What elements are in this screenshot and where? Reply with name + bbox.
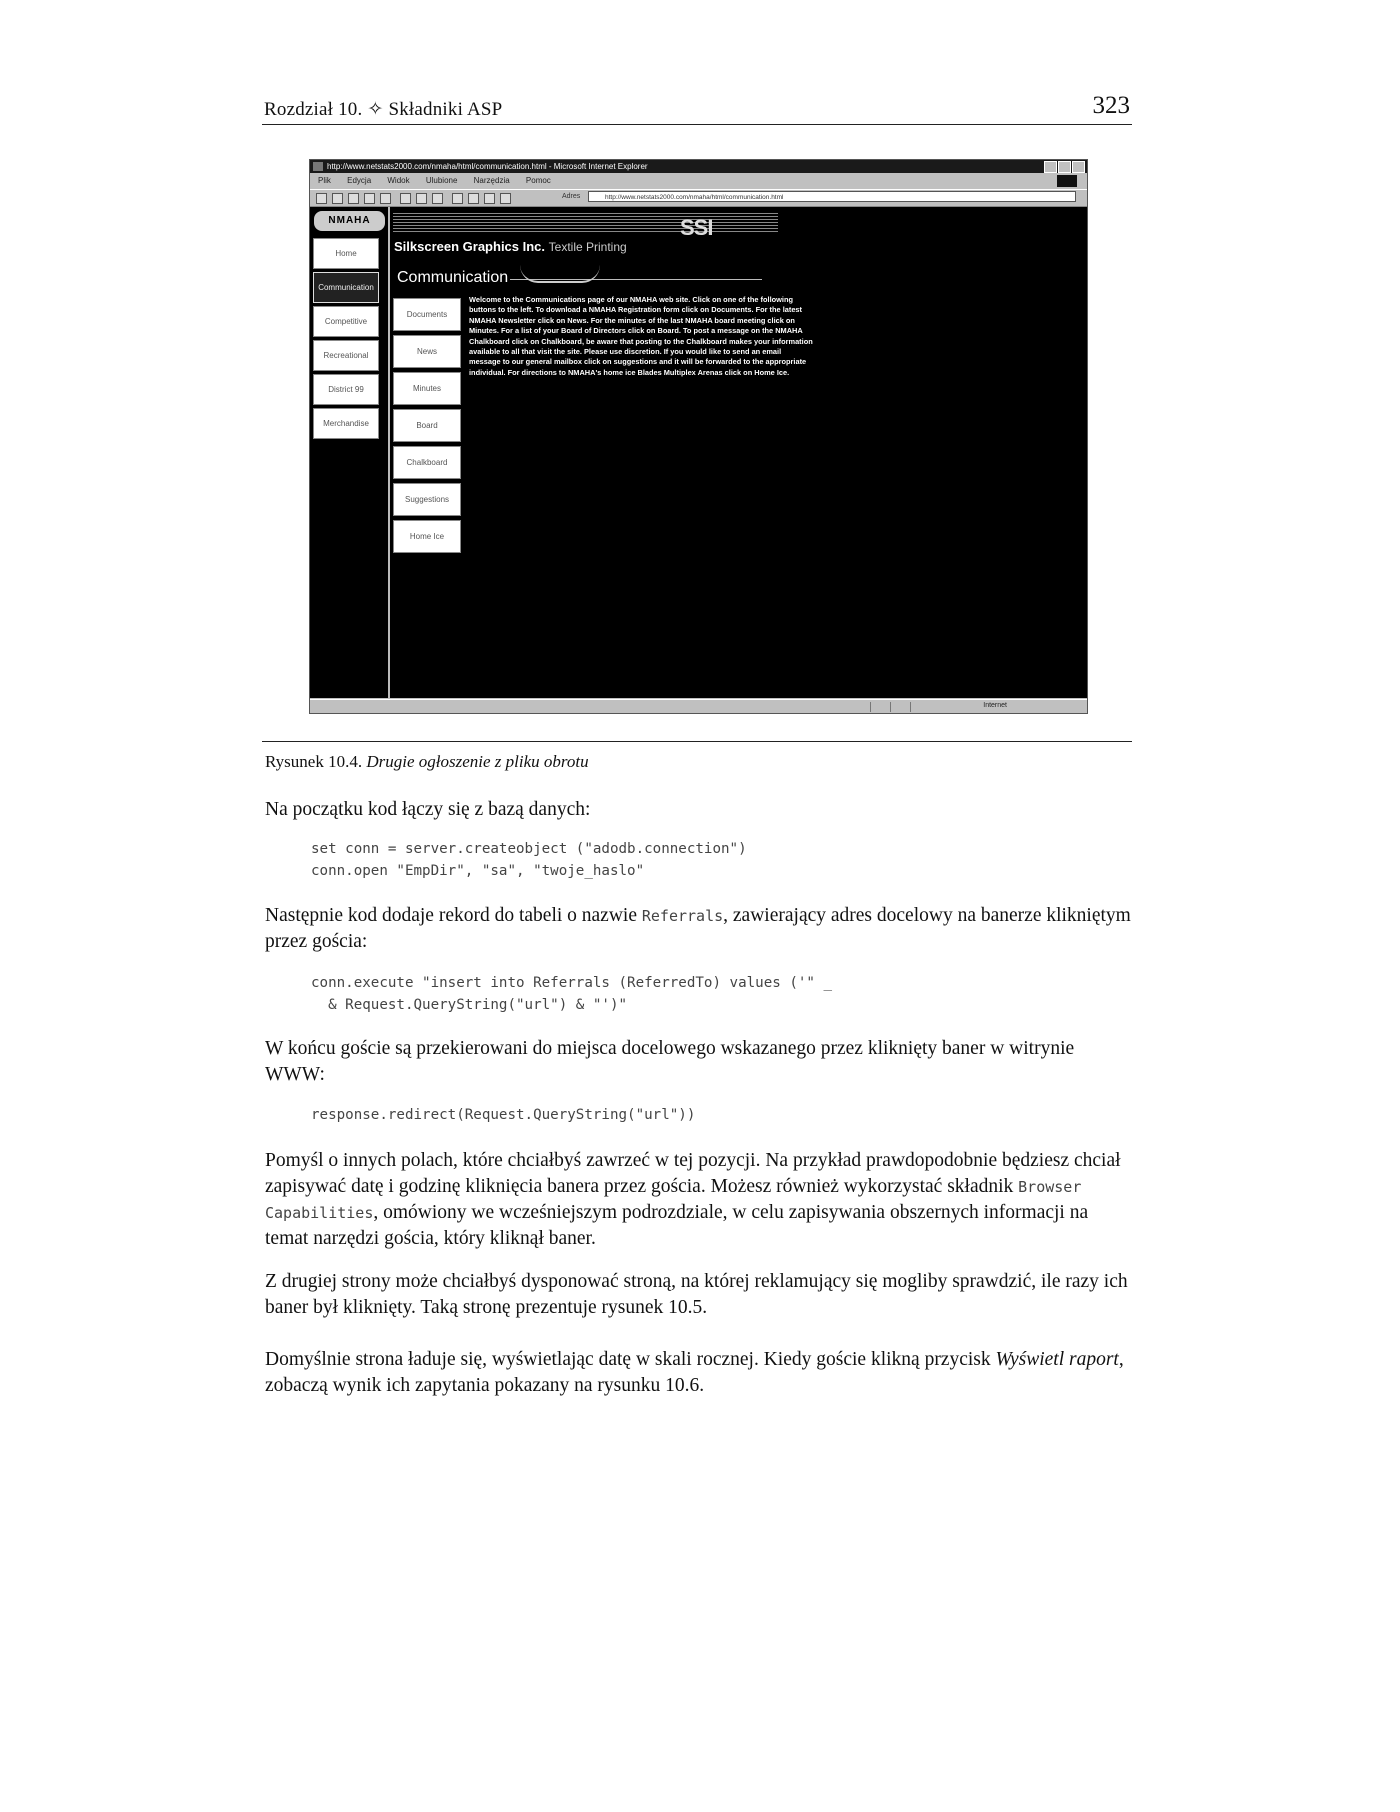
code-block-3 xyxy=(311,1104,695,1126)
inline-code: Browser Capabilities xyxy=(265,1178,1082,1222)
back-icon[interactable] xyxy=(316,193,327,204)
nav-communication[interactable]: Communication xyxy=(313,272,379,303)
welcome-text: Welcome to the Communications page of our NMAHA web site. Click on one of the following buttons to the left. To download a NMAHA Registration form click on Documents. For the latest NMAHA Newsletter click on News. For the minutes of the last NMAHA board meeting click on Minutes. For a list of your Board of Directors click on Board. To post a message on the NMAHA Chalkboard click on Chalkboard, be aware that posting to the Chalkboard makes your information available to all that visit the site. Please use discretion. If you would like to send an email message to our general mailbox click on suggestions and it will be forwarded to the appropriate individual. For directions to NMAHA's home ice Blades Multiplex Arenas click on Home Ice. xyxy=(469,295,813,377)
paragraph-5: Z drugiej strony może chciałbyś dysponować stroną, na której reklamujący się mogliby sprawdzić, ile razy ich baner był kliknięty. Taką stronę prezentuje rysunek 10.5. xyxy=(265,1271,1128,1318)
code-line: & Request.QueryString("url") & "')" xyxy=(311,997,628,1013)
menu-item[interactable]: Narzędzia xyxy=(473,176,510,185)
window-controls xyxy=(1043,161,1085,173)
paragraph-6 xyxy=(265,1347,1135,1399)
code-line: conn.execute "insert into Referrals (ReferredTo) values ('" _ xyxy=(311,975,833,991)
code-line: response.redirect(Request.QueryString("url")) xyxy=(311,1107,696,1123)
text: Domyślnie strona ładuje się, wyświetlając datę w skali rocznej. Kiedy goście klikną przycisk xyxy=(265,1349,996,1370)
text: , zobaczą wynik ich zapytania pokazany na rysunku 10.6. xyxy=(265,1349,1124,1396)
history-icon[interactable] xyxy=(432,193,443,204)
sub-nav-chalkboard[interactable]: Chalkboard xyxy=(393,446,461,479)
search-icon[interactable] xyxy=(400,193,411,204)
window-title: http://www.netstats2000.com/nmaha/html/communication.html - Microsoft Internet Explorer xyxy=(327,162,648,171)
window-titlebar xyxy=(310,160,1087,173)
sub-nav-minutes[interactable]: Minutes xyxy=(393,372,461,405)
paragraph-1: Na początku kod łączy się z bazą danych: xyxy=(265,799,591,820)
caption-rule xyxy=(262,741,1132,742)
sub-nav-board[interactable]: Board xyxy=(393,409,461,442)
site-title xyxy=(394,239,627,254)
nav-divider xyxy=(388,207,390,698)
menu-item[interactable]: Pomoc xyxy=(525,176,551,185)
figure-screenshot xyxy=(309,159,1088,714)
status-separator xyxy=(870,702,871,712)
mail-icon[interactable] xyxy=(452,193,463,204)
italic-text: Wyświetl raport xyxy=(995,1349,1119,1370)
text: , zawierający adres docelowy na banerze klikniętym przez gościa: xyxy=(265,905,1131,952)
forward-icon[interactable] xyxy=(332,193,343,204)
sub-nav-documents[interactable]: Documents xyxy=(393,298,461,331)
status-separator xyxy=(910,702,911,712)
menu-item[interactable]: Plik xyxy=(318,176,331,185)
ssi-logo[interactable]: SSI xyxy=(680,215,713,240)
code-block-2 xyxy=(311,972,832,1016)
code-line: conn.open "EmpDir", "sa", "twoje_haslo" xyxy=(311,863,645,879)
paragraph-3: W końcu goście są przekierowani do miejsca docelowego wskazanego przez kliknięty baner w witrynie WWW: xyxy=(265,1038,1075,1085)
address-label: Adres xyxy=(562,193,581,200)
sub-nav-news[interactable]: News xyxy=(393,335,461,368)
maximize-icon[interactable] xyxy=(1058,161,1071,173)
page-content xyxy=(310,207,1087,698)
edit-icon[interactable] xyxy=(484,193,495,204)
menubar xyxy=(310,174,1087,188)
stop-icon[interactable] xyxy=(348,193,359,204)
minimize-icon[interactable] xyxy=(1044,161,1057,173)
paragraph-4 xyxy=(265,1148,1135,1252)
statusbar xyxy=(310,699,1087,714)
text: Pomyśl o innych polach, które chciałbyś zawrzeć w tej pozycji. Na przykład prawdopodobnie będziesz chciał zapisywać datę i godzinę kliknięcia banera przez gościa. Możesz również wykorzystać składnik xyxy=(265,1150,1121,1197)
nav-merchandise[interactable]: Merchandise xyxy=(313,408,379,439)
nav-home[interactable]: Home xyxy=(313,238,379,269)
close-icon[interactable] xyxy=(1072,161,1085,173)
page-number: 323 xyxy=(1092,92,1130,119)
status-separator xyxy=(890,702,891,712)
text: Następnie kod dodaje rekord do tabeli o nazwie xyxy=(265,905,642,926)
code-block-1 xyxy=(311,838,747,882)
page-heading: Communication xyxy=(397,269,509,286)
sub-nav xyxy=(393,298,461,557)
address-bar[interactable]: http://www.netstats2000.com/nmaha/html/communication.html xyxy=(588,191,1076,202)
menu-item[interactable]: Widok xyxy=(387,176,410,185)
banner-graphic[interactable] xyxy=(393,211,778,233)
windows-logo-icon xyxy=(1057,175,1077,187)
nav-recreational[interactable]: Recreational xyxy=(313,340,379,371)
nav-district-99[interactable]: District 99 xyxy=(313,374,379,405)
home-icon[interactable] xyxy=(380,193,391,204)
status-zone: Internet xyxy=(983,702,1007,709)
chapter-title: Rozdział 10. ✧ Składniki ASP xyxy=(264,99,503,120)
caption-label: Rysunek 10.4. xyxy=(265,752,363,771)
print-icon[interactable] xyxy=(468,193,479,204)
discuss-icon[interactable] xyxy=(500,193,511,204)
menu-item[interactable]: Edycja xyxy=(347,176,372,185)
heading-swoosh xyxy=(520,265,600,283)
favorites-icon[interactable] xyxy=(416,193,427,204)
left-nav xyxy=(313,238,379,442)
sub-nav-home-ice[interactable]: Home Ice xyxy=(393,520,461,553)
paragraph-2 xyxy=(265,903,1135,955)
inline-code: Referrals xyxy=(641,907,724,925)
running-header xyxy=(262,92,1132,125)
site-tagline: Textile Printing xyxy=(548,240,627,254)
nav-competitive[interactable]: Competitive xyxy=(313,306,379,337)
refresh-icon[interactable] xyxy=(364,193,375,204)
figure-caption xyxy=(265,752,589,772)
sub-nav-suggestions[interactable]: Suggestions xyxy=(393,483,461,516)
menu-item[interactable]: Ulubione xyxy=(425,176,458,185)
site-name: Silkscreen Graphics Inc. xyxy=(394,239,546,254)
text: , omówiony we wcześniejszym podrozdziale, w celu zapisywania obszernych informacji na temat narzędzi gościa, który kliknął baner. xyxy=(265,1202,1089,1249)
caption-text: Drugie ogłoszenie z pliku obrotu xyxy=(366,752,589,771)
code-line: set conn = server.createobject ("adodb.connection") xyxy=(311,841,747,857)
site-logo[interactable]: NMAHA xyxy=(314,211,385,231)
ie-icon xyxy=(313,162,323,171)
